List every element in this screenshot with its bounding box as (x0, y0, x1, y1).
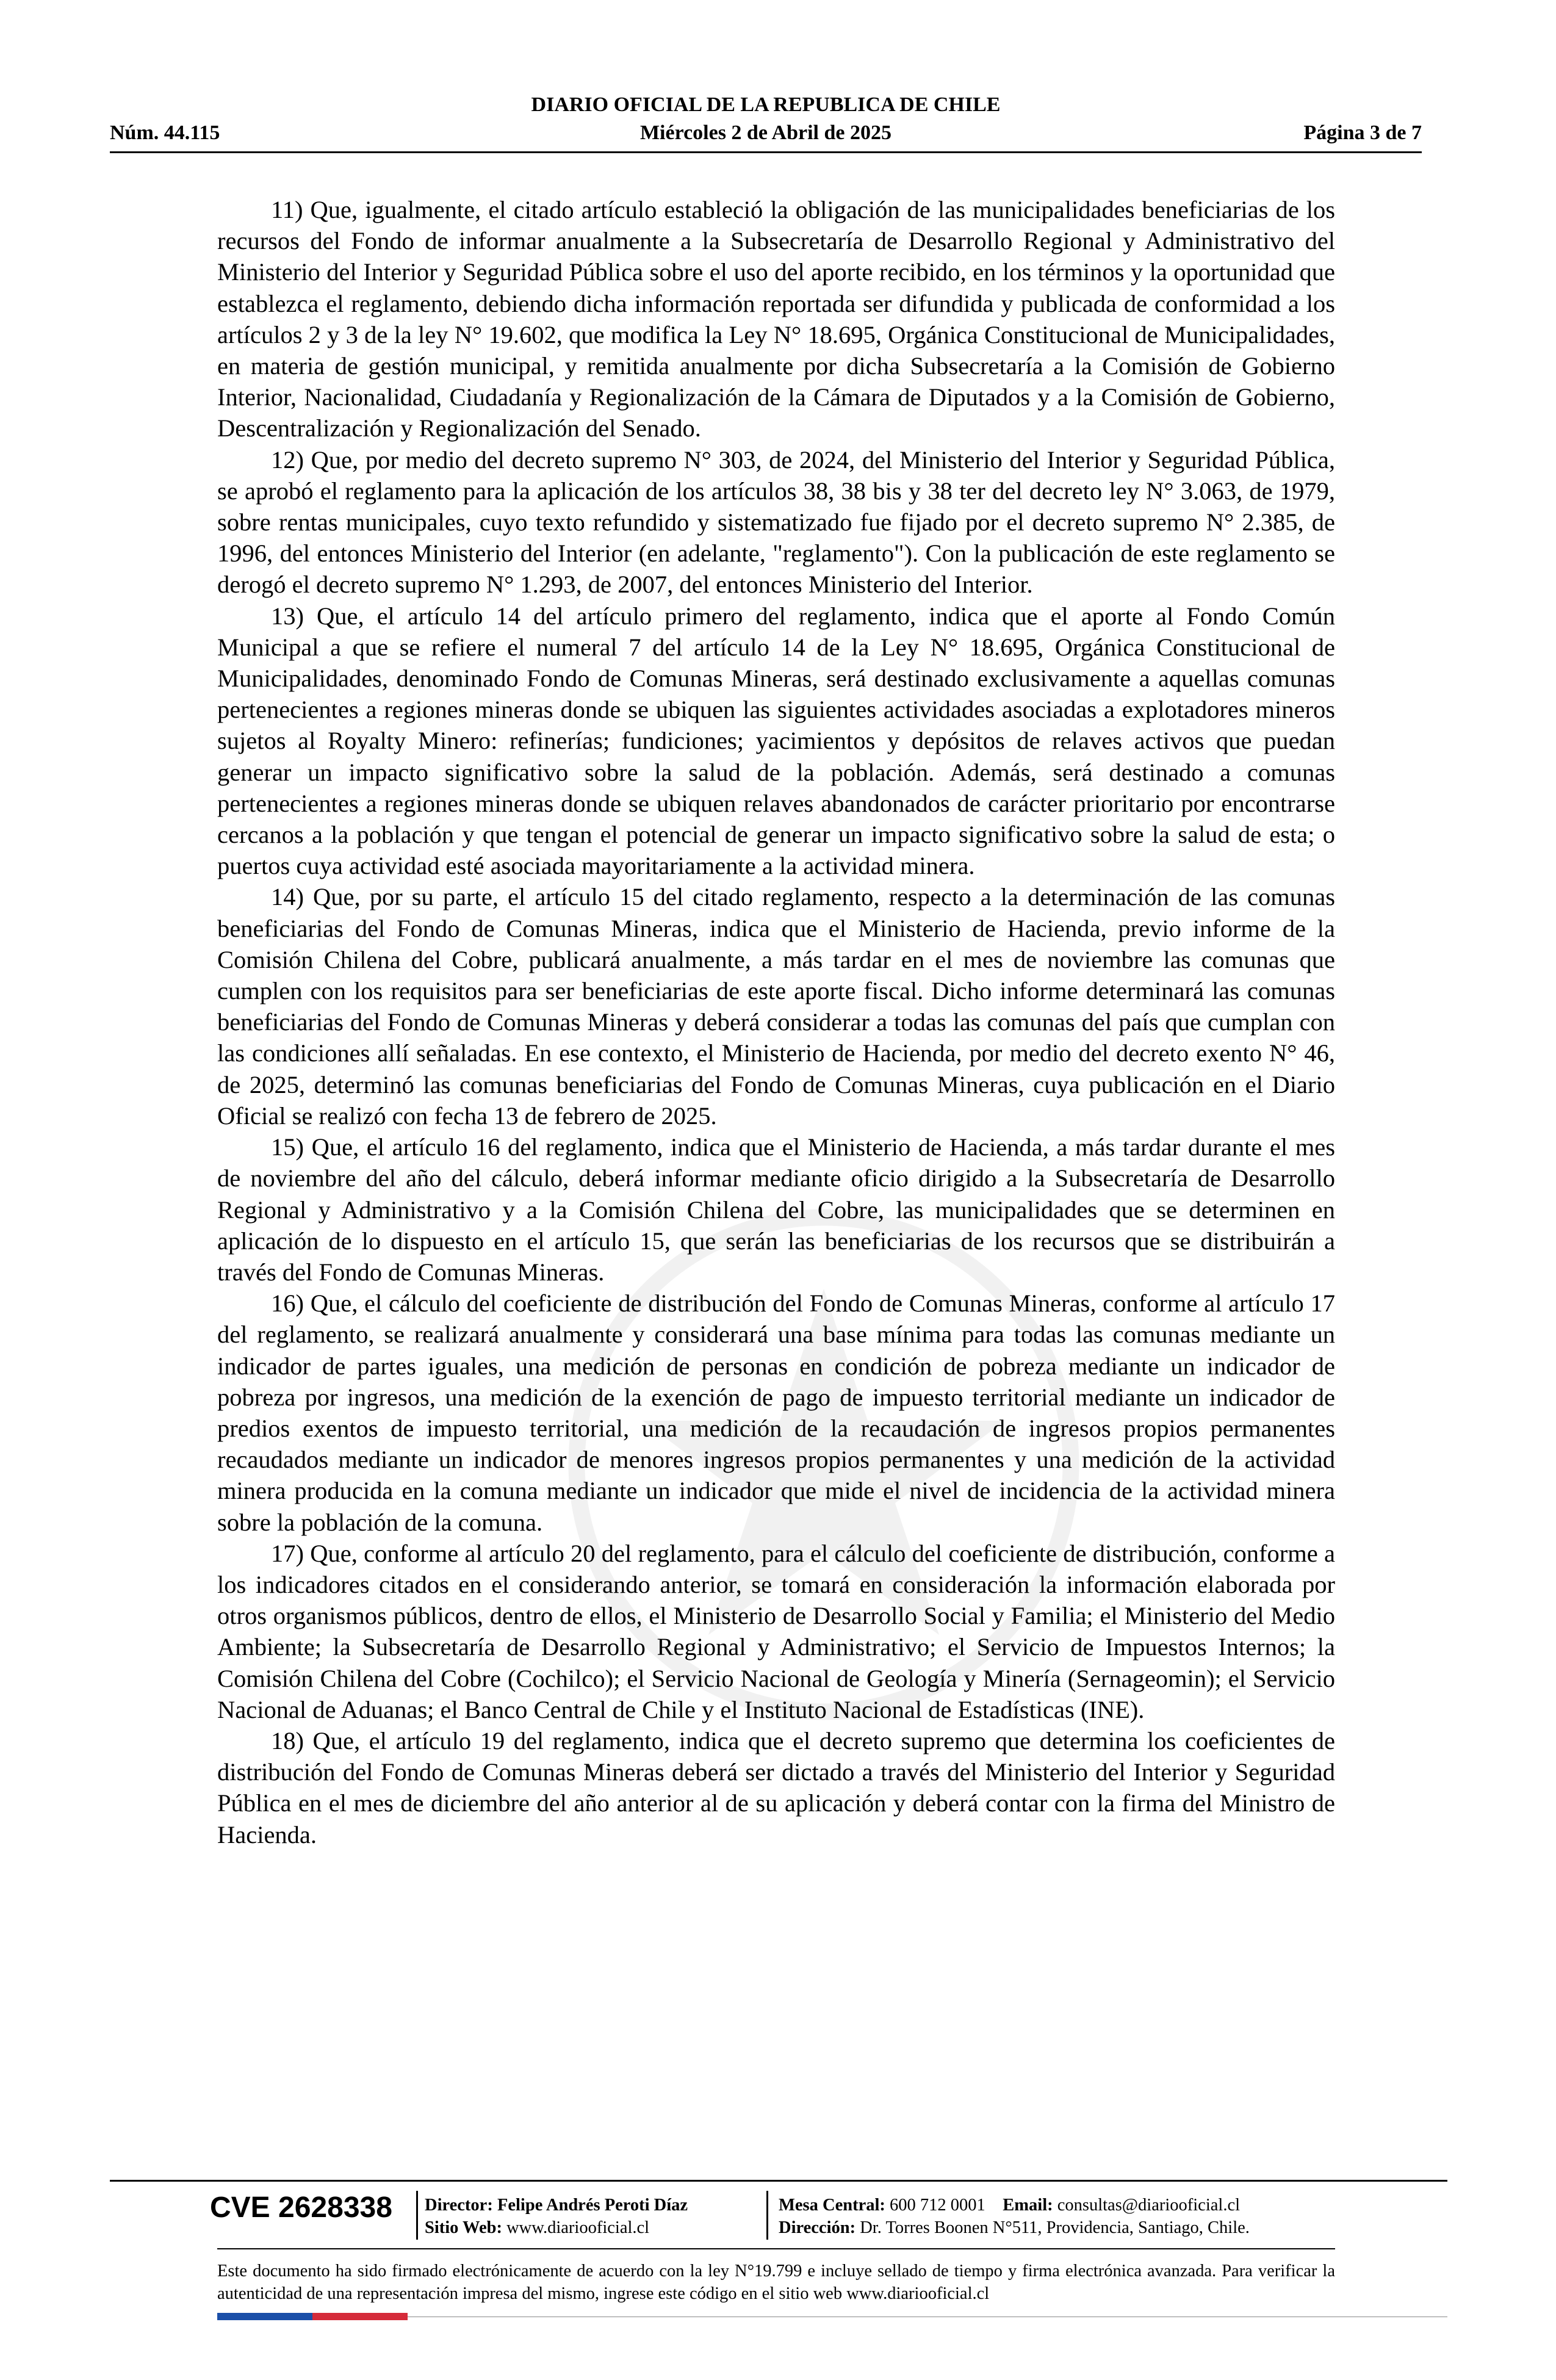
email-label: Email: (1003, 2196, 1053, 2215)
director-name: Felipe Andrés Peroti Díaz (497, 2196, 688, 2215)
flag-red-segment (312, 2313, 408, 2320)
header-divider (110, 151, 1422, 153)
paragraph-12: 12) Que, por medio del decreto supremo N° 303, de 2024, del Ministerio del Interior y Seguridad Pública, se aprobó el reglamento para la aplicación de los artículos 38, 38 bis y 38 ter del decreto ley N° 3.063, de 1979, sobre rentas municipales, cuyo texto refundido y sistematizado fue fijado por el decreto supremo N° 2.385, de 1996, del entonces Ministerio del Interior (en adelante, "reglamento"). Con la publicación de este reglamento se derogó el decreto supremo N° 1.293, de 2007, del entonces Ministerio del Interior. (217, 445, 1335, 599)
footer-note-divider (217, 2248, 1335, 2249)
page-indicator: Página 3 de 7 (1303, 121, 1422, 144)
paragraph-17: 17) Que, conforme al artículo 20 del reglamento, para el cálculo del coeficiente de distribución, conforme a los indicadores citados en el considerando anterior, se tomará en consideración la información elaborada por otros organismos públicos, dentro de ellos, el Ministerio de Desarrollo Social y Familia; el Ministerio del Medio Ambiente; la Subsecretaría de Desarrollo Regional y Administrativo; el Servicio de Impuestos Internos; la Comisión Chilena del Cobre (Cochilco); el Servicio Nacional de Geología y Minería (Sernageomin); el Servicio Nacional de Aduanas; el Banco Central de Chile y el Instituto Nacional de Estadísticas (INE). (217, 1539, 1335, 1723)
paragraph-18: 18) Que, el artículo 19 del reglamento, indica que el decreto supremo que determina los coeficientes de distribución del Fondo de Comunas Mineras deberá ser dictado a través del Ministerio del Interior y Seguridad Pública en el mes de diciembre del año anterior al de su aplicación y deberá contar con la firma del Ministro de Hacienda. (217, 1726, 1335, 1848)
site-link[interactable]: www.diariooficial.cl (506, 2218, 650, 2237)
address-value: Dr. Torres Boonen N°511, Providencia, Santiago, Chile. (860, 2218, 1250, 2237)
site-label: Sitio Web: (425, 2218, 502, 2237)
paragraph-11: 11) Que, igualmente, el citado artículo estableció la obligación de las municipalidades beneficiarias de los recursos del Fondo de informar anualmente a la Subsecretaría de Desarrollo Regional y Administrativo del Ministerio del Interior y Seguridad Pública sobre el uso del aporte recibido, en los términos y la oportunidad que establezca el reglamento, debiendo dicha información reportada ser difundida y publicada de conformidad a los artículos 2 y 3 de la ley N° 19.602, que modifica la Ley N° 18.695, Orgánica Constitucional de Municipalidades, en materia de gestión municipal, y remitida anualmente por dicha Subsecretaría a la Comisión de Gobierno Interior, Nacionalidad, Ciudadanía y Regionalización de la Cámara de Diputados y a la Comisión de Gobierno, Descentralización y Regionalización del Senado. (217, 196, 1335, 442)
document-body (217, 194, 1335, 1850)
footer-contact-block (779, 2194, 1250, 2239)
email-link[interactable]: consultas@diariooficial.cl (1057, 2196, 1241, 2215)
page-header (110, 93, 1422, 157)
cve-code: CVE 2628338 (210, 2191, 392, 2224)
signature-note: Este documento ha sido firmado electrónicamente de acuerdo con la ley N°19.799 e incluye sellado de tiempo y firma electrónica avanzada. Para verificar la autenticidad de una representación impresa del mismo, ingrese este código en el sitio web www.diariooficial.cl (217, 2262, 1335, 2303)
issue-number: Núm. 44.115 (110, 121, 220, 144)
address-label: Dirección: (779, 2218, 856, 2237)
flag-stripe (217, 2313, 408, 2320)
footer-director-block (425, 2194, 688, 2239)
paragraph-13: 13) Que, el artículo 14 del artículo primero del reglamento, indica que el aporte al Fondo Común Municipal a que se refiere el numeral 7 del artículo 14 de la Ley N° 18.695, Orgánica Constitucional de Municipalidades, denominado Fondo de Comunas Mineras, será destinado exclusivamente a aquellas comunas pertenecientes a regiones mineras donde se ubiquen las siguientes actividades asociadas a explotadores mineros sujetos al Royalty Minero: refinerías; fundiciones; yacimientos y depósitos de relaves activos que puedan generar un impacto significativo sobre la salud de la población. Además, será destinado a comunas pertenecientes a regiones mineras donde se ubiquen relaves abandonados de carácter prioritario por encontrarse cercanos a la población y que tengan el potencial de generar un impacto significativo sobre la salud de esta; o puertos cuya actividad esté asociada mayoritariamente a la actividad minera. (217, 602, 1335, 880)
paragraph-16: 16) Que, el cálculo del coeficiente de distribución del Fondo de Comunas Mineras, conforme al artículo 17 del reglamento, se realizará anualmente y considerará una base mínima para todas las comunas mediante un indicador de partes iguales, una medición de personas en condición de pobreza mediante un indicador de pobreza por ingresos, una medición de la exención de pago de impuesto territorial mediante un indicador de predios exentos de impuesto territorial, una medición de la recaudación de ingresos propios permanentes recaudados mediante un indicador de menores ingresos propios permanentes y una medición de la actividad minera producida en la comuna mediante un indicador que mide el nivel de incidencia de la actividad minera sobre la población de la comuna. (217, 1289, 1335, 1536)
footer-separator (416, 2191, 418, 2240)
phone-label: Mesa Central: (779, 2196, 885, 2215)
director-label: Director: (425, 2196, 493, 2215)
paragraph-14: 14) Que, por su parte, el artículo 15 del citado reglamento, respecto a la determinación de las comunas beneficiarias del Fondo de Comunas Mineras, indica que el Ministerio de Hacienda, previo informe de la Comisión Chilena del Cobre, publicará anualmente, a más tardar en el mes de noviembre las comunas que cumplen con los requisitos para ser beneficiarias de este aporte fiscal. Dicho informe determinará las comunas beneficiarias del Fondo de Comunas Mineras y deberá considerar a todas las comunas del país que cumplan con las condiciones allí señaladas. En ese contexto, el Ministerio de Hacienda, por medio del decreto exento N° 46, de 2025, determinó las comunas beneficiarias del Fondo de Comunas Mineras, cuya publicación en el Diario Oficial se realizó con fecha 13 de febrero de 2025. (217, 883, 1335, 1130)
flag-blue-segment (217, 2313, 312, 2320)
phone-number: 600 712 0001 (890, 2196, 985, 2215)
footer-separator (766, 2191, 768, 2240)
paragraph-15: 15) Que, el artículo 16 del reglamento, indica que el Ministerio de Hacienda, a más tardar durante el mes de noviembre del año del cálculo, deberá informar mediante oficio dirigido a la Subsecretaría de Desarrollo Regional y Administrativo y a la Comisión Chilena del Cobre, las municipalidades que se determinen en aplicación de lo dispuesto en el artículo 15, que serán las beneficiarias de los recursos que se distribuirán a través del Fondo de Comunas Mineras. (217, 1133, 1335, 1286)
newspaper-title: DIARIO OFICIAL DE LA REPUBLICA DE CHILE (531, 93, 1001, 116)
issue-date: Miércoles 2 de Abril de 2025 (639, 121, 892, 144)
footer-divider (110, 2180, 1447, 2182)
